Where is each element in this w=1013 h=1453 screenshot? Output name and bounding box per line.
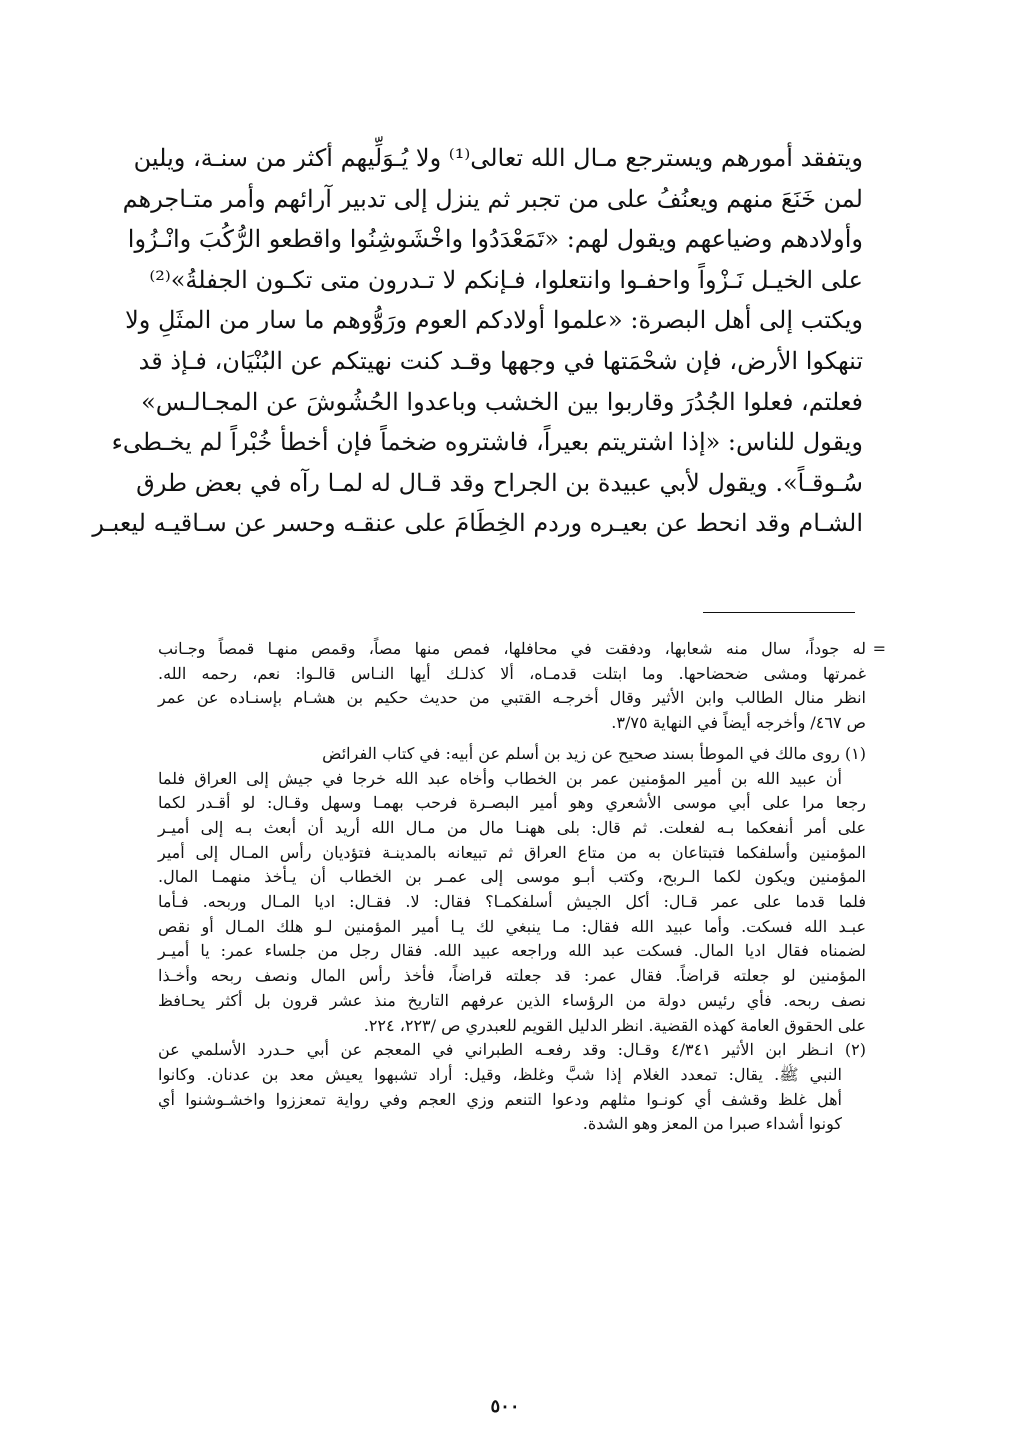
body-line: ويتفقد أمورهم ويسترجع مـال الله تعالى⁽¹⁾ ولا يُـوَلِّيهم أكثر من سنـة، ويلين xyxy=(133,144,863,172)
continuation-mark: = xyxy=(872,639,886,658)
footnote-2 xyxy=(158,1038,866,1137)
footnote-line: المؤمنين وأسلفكما فتبتاعان به من متاع العراق ثم تبيعانه بالمدينـة فتؤديان رأس المـال إلى أمير xyxy=(158,842,866,862)
body-line: لمن خَنَعَ منهم ويعنُفُ على من تجبر ثم ينزل إلى تدبير آرائهم وأمر متـاجرهم xyxy=(122,184,863,213)
footnote-line: ص ٤٦٧/ وأخرجه أيضاً في النهاية ٣/٧٥. xyxy=(611,713,866,733)
footnote-line: فلما قدما على عمر قـال: أكل الجيش أسلفكمـا؟ فقال: لا. فقـال: اديا المـال وربحه. فـأما xyxy=(158,892,866,912)
footnote-line: (١) روى مالك في الموطأ بسند صحيح عن زيد بن أسلم عن أبيه: في كتاب الفرائض xyxy=(322,743,866,763)
footnote-line: كونوا أشداء صبرا من المعز وهو الشدة. xyxy=(582,1114,842,1134)
footnote-line: عبـد الله فسكت. وأما عبيد الله فقال: مـا ينبغي لك يـا أمير المؤمنين لـو هلك المـال أو نقص xyxy=(158,916,866,936)
footnote-line: أن عبيد الله بن أمير المؤمنين عمر بن الخطاب وأخاه عبد الله خرجا في جيش إلى العراق فلما xyxy=(158,768,842,788)
footnote-line: (٢) انـظر ابن الأثير ٤/٣٤١ وقـال: وقد رفعـه الطبراني في المعجم عن أبي حـدرد الأسلمي عن xyxy=(158,1040,866,1060)
footnote-line: لضمناه فقال اديا المال. فسكت عبد الله وراجعه عبيد الله. فقال رجل من جلساء عمر: يا أميـر xyxy=(158,941,866,961)
body-line: ويقول للناس: «إذا اشتريتم بعيراً، فاشتروه ضخماً فإن أخطأ خُبْراً لم يخـطىء xyxy=(111,428,863,457)
footnote-line: على الحقوق العامة كهذه القضية. انظر الدليل القويم للعبدري ص /٢٢٣، ٢٢٤. xyxy=(363,1015,866,1035)
footnote-line: النبي ﷺ. يقال: تمعدد الغلام إذا شبَّ وغلظ، وقيل: أراد تشبهوا يعيش معد بن عدنان. وكانوا xyxy=(158,1064,842,1084)
footnotes-section xyxy=(158,637,886,1137)
footnote-line: على أمر أنفعكما بـه لفعلت. ثم قال: بلى ههنـا مال من مـال الله أريد أن أبعث بـه إلى أميـر xyxy=(158,817,866,837)
body-line: فعلتم، فعلوا الجُدُرَ وقاربوا بين الخشب وباعدوا الحُشُوشَ عن المجـالـس» xyxy=(141,387,863,416)
body-line: وأولادهم وضياعهم ويقول لهم: «تَمَعْدَدُوا واخْشَوشِنُوا واقطعو الرُّكُبَ وانْـزُوا xyxy=(127,225,863,254)
footnote-line xyxy=(158,637,886,662)
footnote-line: أهل غلظ وقشف أي كونـوا مثلهم ودعوا التنعم وزي العجم وفي رواية تمعززوا واخشـوشنوا أي xyxy=(158,1089,842,1109)
body-line: سُـوقـاً». ويقول لأبي عبيدة بن الجراح وقد قـال له لمـا رآه في بعض طرق xyxy=(136,468,863,497)
footnote-line: انظر منال الطالب وابن الأثير وقال أخرجـه القتبي من حديث حكيم بن هشـام بإسنـاده عن عمر xyxy=(158,688,866,708)
main-body-text xyxy=(92,138,863,544)
footnote-divider xyxy=(703,612,855,613)
page-number: ٥٠٠ xyxy=(490,1396,520,1417)
footnote-line: المؤمنين لو جعلته قراضاً. فقال عمر: قد جعلته قراضاً، فأخذ رأس المال ونصف ربحه وأخـذا xyxy=(158,966,866,986)
footnote-line: المؤمنين ويكون لكما الـربح، وكتب أبـو موسى إلى عمـر بن الخطاب أن يـأخذ منهمـا المال. xyxy=(158,867,866,887)
footnote-line: غمرتها ومشى ضحضاحها. وما ابتلت قدمـاه، ألا كذلـك أيها النـاس قالـوا: نعم، رحمه الله. xyxy=(158,663,866,683)
body-line: ويكتب إلى أهل البصرة: «علموا أولادكم العوم ورَوُّوهم ما سار من المثَلِ ولا xyxy=(125,306,863,335)
body-line: على الخيـل نَـزْواً واحفـوا وانتعلوا، فـإنكم لا تـدرون متى تكـون الجفلةُ»⁽²⁾ xyxy=(149,265,863,294)
footnote-line-text: له جوداً، سال منه شعابها، ودفقت في محافلها، فمص منها مصاً، وقمص منهـا قمصاً وجـانب xyxy=(158,639,866,658)
footnote-continuation xyxy=(158,637,886,736)
footnote-line: نصف ربحه. فأي رئيس دولة من الرؤساء الذين عرفهم التاريخ منذ عشر قرون بل أكثر يحـافظ xyxy=(158,990,866,1010)
body-line: الشـام وقد انحط عن بعيـره وردم الخِطَامَ على عنقـه وحسر عن سـاقيـه ليعبـر xyxy=(92,509,863,538)
body-line: تنهكوا الأرض، فإن شحْمَتها في وجهها وقـد كنت نهيتكم عن البُنْيَان، فـإذ قد xyxy=(138,346,863,375)
footnote-1 xyxy=(158,742,866,1038)
footnote-line: رجعا مرا على أبي موسى الأشعري وهو أمير البصـرة فرحب بهمـا وسهل وقـال: لو أقـدر لكما xyxy=(158,793,866,813)
